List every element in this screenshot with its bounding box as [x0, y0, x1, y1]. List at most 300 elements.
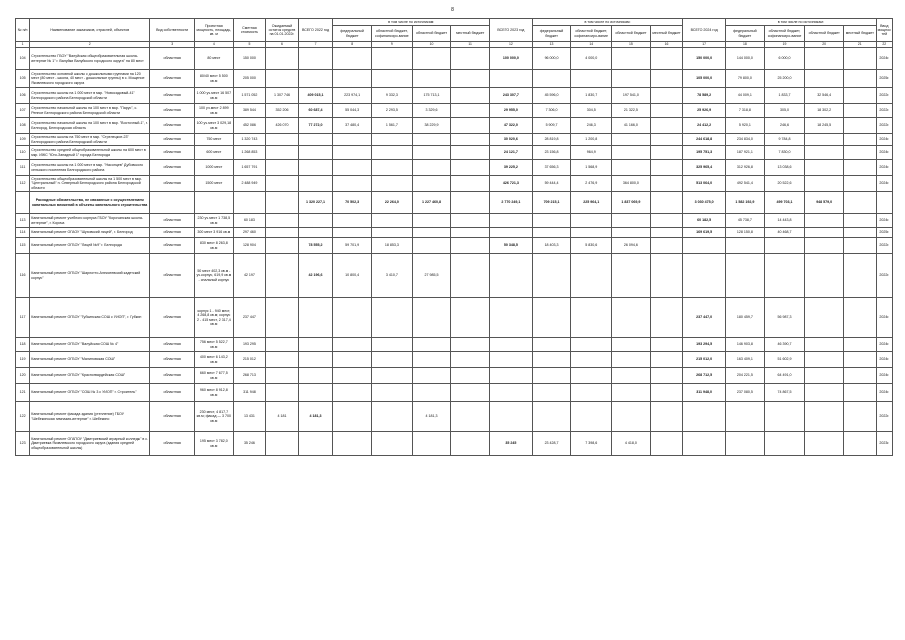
cell-r22 [412, 160, 451, 176]
section-cell-cap [195, 192, 234, 214]
table-row [16, 146, 893, 160]
cell-f24 [726, 432, 765, 456]
cell-r22 [412, 338, 451, 352]
cell-rc22 [372, 146, 413, 160]
cell-rc24: 7 830,0 [764, 146, 805, 160]
cell-r22 [412, 214, 451, 228]
cell-est: 128 904 [233, 238, 266, 254]
section-cell-r23: 1 837 069,9 [612, 192, 651, 214]
cell-t22 [298, 70, 333, 88]
cell-l24 [844, 338, 877, 352]
cell-est: 297 460 [233, 228, 266, 238]
cell-year: 2025г. [876, 228, 892, 238]
cell-l23 [650, 432, 683, 456]
cell-t23 [490, 254, 533, 298]
cell-exp [266, 160, 299, 176]
cell-exp [266, 432, 299, 456]
column-number: 4 [195, 42, 234, 48]
cell-r23 [612, 352, 651, 368]
header-local: местный бюджет [451, 26, 490, 42]
cell-year: 2022г. [876, 238, 892, 254]
cell-f24: 492 541,4 [726, 176, 765, 192]
cell-t24: 244 618,8 [683, 134, 726, 146]
cell-f22 [333, 402, 372, 432]
cell-rc23: 1 200,8 [571, 134, 612, 146]
cell-t23 [490, 338, 533, 352]
cell-own: областная [150, 146, 195, 160]
cell-l22 [451, 70, 490, 88]
cell-no: 112 [16, 176, 30, 192]
cell-l22 [451, 402, 490, 432]
table-row [16, 88, 893, 104]
cell-t22: 409 015,1 [298, 88, 333, 104]
cell-rc22 [372, 70, 413, 88]
cell-year: 2024г. [876, 134, 892, 146]
cell-rc22 [372, 176, 413, 192]
cell-own: областная [150, 104, 195, 118]
cell-t24: 325 965,4 [683, 160, 726, 176]
cell-exp [266, 134, 299, 146]
cell-rc23 [571, 338, 612, 352]
cell-exp [266, 254, 299, 298]
cell-t23: 35 245 [490, 432, 533, 456]
cell-l24 [844, 118, 877, 134]
section-row [16, 192, 893, 214]
cell-r24 [805, 160, 844, 176]
cell-year: 2024г. [876, 368, 892, 384]
cell-rc24 [764, 238, 805, 254]
cell-name: Капитальный ремонт ОГБОУ "Красногвардейская СОШ" [30, 368, 150, 384]
cell-l23 [650, 104, 683, 118]
cell-r23 [612, 384, 651, 402]
cell-rc23 [571, 384, 612, 402]
cell-f23 [532, 384, 571, 402]
cell-no: 108 [16, 118, 30, 134]
cell-rc24: 46 390,7 [764, 338, 805, 352]
section-cell-rc24: 499 703,1 [764, 192, 805, 214]
cell-l23 [650, 88, 683, 104]
cell-rc24: 14 443,8 [764, 214, 805, 228]
cell-rc24: 25 200,0 [764, 70, 805, 88]
cell-l23 [650, 352, 683, 368]
cell-r23: 41 166,0 [612, 118, 651, 134]
cell-year: 2024г. [876, 298, 892, 338]
cell-r23: 364 800,0 [612, 176, 651, 192]
cell-r22: 3 329,6 [412, 104, 451, 118]
cell-f24: 204 221,5 [726, 368, 765, 384]
cell-r24 [805, 254, 844, 298]
cell-year: 2024г. [876, 146, 892, 160]
cell-f22 [333, 70, 372, 88]
cell-est: 389 544 [233, 104, 266, 118]
cell-t22 [298, 368, 333, 384]
section-cell-year [876, 192, 892, 214]
cell-rc24: 9 784,8 [764, 134, 805, 146]
cell-f24: 44 009,1 [726, 88, 765, 104]
cell-rc24: 40 468,7 [764, 228, 805, 238]
cell-year: 2024г. [876, 48, 892, 70]
cell-t22: 4 181,3 [298, 402, 333, 432]
cell-f23 [532, 254, 571, 298]
cell-t23 [490, 214, 533, 228]
cell-t22 [298, 214, 333, 228]
cell-r23 [612, 298, 651, 338]
cell-rc24: 1 833,7 [764, 88, 805, 104]
cell-est: 205 000 [233, 70, 266, 88]
cell-exp: 4 181 [266, 402, 299, 432]
cell-r23 [612, 368, 651, 384]
cell-t23 [490, 402, 533, 432]
cell-f22 [333, 176, 372, 192]
column-number: 12 [490, 42, 533, 48]
cell-t24 [683, 238, 726, 254]
cell-t24: 25 926,9 [683, 104, 726, 118]
cell-r24 [805, 402, 844, 432]
cell-no: 105 [16, 70, 30, 88]
cell-rc22 [372, 298, 413, 338]
cell-l23 [650, 298, 683, 338]
cell-rc23: 1 568,9 [571, 160, 612, 176]
cell-no: 107 [16, 104, 30, 118]
cell-own: областная [150, 176, 195, 192]
header-sources-2024: в том числе по источникам: [726, 19, 877, 26]
cell-r23 [612, 70, 651, 88]
cell-no: 110 [16, 146, 30, 160]
cell-f24 [726, 254, 765, 298]
column-number: 8 [333, 42, 372, 48]
cell-l23 [650, 238, 683, 254]
cell-r23 [612, 134, 651, 146]
header-regional-cofin: областной бюджет, софинансиро-вание [372, 26, 413, 42]
investment-table [15, 18, 893, 456]
cell-f23 [532, 352, 571, 368]
header-ownership: Вид собственности [150, 19, 195, 42]
cell-l24 [844, 134, 877, 146]
column-number: 22 [876, 42, 892, 48]
cell-r22 [412, 70, 451, 88]
section-cell-own [150, 192, 195, 214]
cell-rc23 [571, 254, 612, 298]
cell-f23: 28 819,8 [532, 134, 571, 146]
cell-est: 13 431 [233, 402, 266, 432]
cell-own: областная [150, 368, 195, 384]
cell-l23 [650, 402, 683, 432]
cell-l22 [451, 298, 490, 338]
cell-rc23 [571, 298, 612, 338]
cell-rc24 [764, 432, 805, 456]
cell-rc22 [372, 384, 413, 402]
table-row [16, 352, 893, 368]
column-number: 14 [571, 42, 612, 48]
cell-no: 111 [16, 160, 30, 176]
table-row [16, 432, 893, 456]
cell-year: 2023г. [876, 432, 892, 456]
column-number: 11 [451, 42, 490, 48]
cell-rc24: 305,0 [764, 104, 805, 118]
section-cell-t22: 1 320 227,1 [298, 192, 333, 214]
cell-own: областная [150, 118, 195, 134]
cell-rc22 [372, 160, 413, 176]
cell-f24: 7 318,8 [726, 104, 765, 118]
cell-t22 [298, 134, 333, 146]
cell-t22: 60 687,4 [298, 104, 333, 118]
cell-own: областная [150, 432, 195, 456]
cell-l22 [451, 146, 490, 160]
cell-r23: 21 322,5 [612, 104, 651, 118]
cell-r24 [805, 176, 844, 192]
cell-no: 122 [16, 402, 30, 432]
column-number: 5 [233, 42, 266, 48]
cell-est: 1 571 052 [233, 88, 266, 104]
cell-rc24 [764, 402, 805, 432]
cell-name: Капитальный ремонт фасада здания (утепление) ГБОУ "Шебекинская гимназия-интернат" г. Шебекино [30, 402, 150, 432]
section-cell-t23: 2 770 249,1 [490, 192, 533, 214]
cell-t23: 50 348,5 [490, 238, 533, 254]
cell-name: Строительство основной школы с дошкольными группами на 120 мест (80 мест - школа, 40 мест - дошкольные группы) в с. Мощеное Яковлевского городского округа [30, 70, 150, 88]
cell-l22 [451, 176, 490, 192]
cell-f22 [333, 352, 372, 368]
section-cell-r22: 1 227 460,8 [412, 192, 451, 214]
cell-cap: 230 уч.мест 1 738,5 кв.м [195, 214, 234, 228]
section-cell-no [16, 192, 30, 214]
table-row [16, 176, 893, 192]
cell-cap: 660 мест 7 677,5 кв.м [195, 368, 234, 384]
page-number: 8 [451, 7, 454, 13]
cell-l24 [844, 48, 877, 70]
cell-year: 2022г. [876, 402, 892, 432]
cell-rc24: 64 491,0 [764, 368, 805, 384]
cell-l23 [650, 338, 683, 352]
cell-f24: 187 921,1 [726, 146, 765, 160]
cell-t22: 77 272,0 [298, 118, 333, 134]
cell-name: Строительство ГБОУ "Валуйская общеобразовательная школа-интернат № 1" г. Валуйки Валуйского городского округа" на 80 мест [30, 48, 150, 70]
column-number: 10 [412, 42, 451, 48]
cell-r24 [805, 48, 844, 70]
cell-l22 [451, 238, 490, 254]
cell-t24: 513 064,0 [683, 176, 726, 192]
cell-cap: 1500 мест [195, 176, 234, 192]
cell-f22 [333, 146, 372, 160]
cell-t23 [490, 70, 533, 88]
cell-rc22 [372, 368, 413, 384]
cell-cap: 1 000 уч.мест 16 507 кв.м [195, 88, 234, 104]
cell-f23 [532, 228, 571, 238]
cell-t23 [490, 352, 533, 368]
section-cell-f23: 709 215,1 [532, 192, 571, 214]
cell-f23 [532, 214, 571, 228]
cell-l23 [650, 384, 683, 402]
cell-own: областная [150, 298, 195, 338]
cell-t22 [298, 384, 333, 402]
table-row [16, 368, 893, 384]
column-number: 13 [532, 42, 571, 48]
cell-f24: 144 000,0 [726, 48, 765, 70]
cell-est: 150 000 [233, 48, 266, 70]
cell-l22 [451, 48, 490, 70]
cell-no: 117 [16, 298, 30, 338]
cell-name: Капитальный ремонт ОГБОУ "СОШ № 3 с УИОП" г. Строитель" [30, 384, 150, 402]
cell-est: 1 320 743 [233, 134, 266, 146]
table-row [16, 134, 893, 146]
cell-t23: 100 000,0 [490, 48, 533, 70]
cell-r23 [612, 254, 651, 298]
cell-year: 2024г. [876, 160, 892, 176]
cell-t24 [683, 432, 726, 456]
cell-year: 2022г. [876, 104, 892, 118]
cell-f24: 45 738,7 [726, 214, 765, 228]
cell-name: Капитальный ремонт ОГБОУ "Лицей №9" г. Белгорода [30, 238, 150, 254]
column-number: 6 [266, 42, 299, 48]
cell-year: 2025г. [876, 70, 892, 88]
cell-t22 [298, 160, 333, 176]
header-no: № п/п [16, 19, 30, 42]
cell-l24 [844, 146, 877, 160]
cell-r24 [805, 432, 844, 456]
table-row [16, 160, 893, 176]
cell-cap: 300 мест 3 916 кв.м [195, 228, 234, 238]
cell-f22 [333, 298, 372, 338]
cell-rc24: 13 038,6 [764, 160, 805, 176]
cell-own: областная [150, 402, 195, 432]
cell-rc23 [571, 402, 612, 432]
cell-rc23 [571, 368, 612, 384]
cell-r24 [805, 384, 844, 402]
cell-no: 118 [16, 338, 30, 352]
cell-f22 [333, 160, 372, 176]
cell-exp [266, 298, 299, 338]
cell-l23 [650, 134, 683, 146]
cell-no: 114 [16, 228, 30, 238]
cell-exp [266, 146, 299, 160]
cell-f22 [333, 214, 372, 228]
cell-l22 [451, 134, 490, 146]
header-sources-2023: в том числе по источникам: [532, 19, 683, 26]
column-number: 7 [298, 42, 333, 48]
cell-t23 [490, 368, 533, 384]
section-cell-f24: 1 582 192,9 [726, 192, 765, 214]
cell-own: областная [150, 70, 195, 88]
cell-rc23: 246,3 [571, 118, 612, 134]
cell-l24 [844, 384, 877, 402]
cell-r23 [612, 160, 651, 176]
table-row [16, 402, 893, 432]
cell-no: 123 [16, 432, 30, 456]
cell-l23 [650, 214, 683, 228]
cell-f24: 237 080,5 [726, 384, 765, 402]
cell-f24: 79 800,0 [726, 70, 765, 88]
cell-t23 [490, 298, 533, 338]
cell-f22: 59 701,9 [333, 238, 372, 254]
cell-rc22 [372, 228, 413, 238]
header-sources-2022: в том числе по источникам: [333, 19, 490, 26]
cell-name: Строительство общеобразовательной школы на 1 500 мест в мкр. "Центральный" п. Северный Белгородского района Белгородской области [30, 176, 150, 192]
cell-l22 [451, 104, 490, 118]
column-number: 2 [30, 42, 150, 48]
cell-cap: корпус 1 - 940 мест, 4 268,8 кв.м; корпус 2 - 415 мест, 2 317,4 кв.м [195, 298, 234, 338]
header-total-2022: ВСЕГО 2022 год [298, 19, 333, 42]
cell-rc22 [372, 134, 413, 146]
cell-no: 119 [16, 352, 30, 368]
table-row [16, 70, 893, 88]
cell-t24: 268 712,5 [683, 368, 726, 384]
cell-year: 2024г. [876, 338, 892, 352]
cell-name: Строительство средней общеобразовательной школы на 600 мест в мкр. ИЖС "Юго-Западный 1" города Белгорода [30, 146, 150, 160]
section-cell-name: Расходные обязательства, не связанные с осуществлением капитальных вложений в объекты капитального строительства [30, 192, 150, 214]
cell-rc23 [571, 352, 612, 368]
cell-l23 [650, 368, 683, 384]
cell-r22 [412, 432, 451, 456]
table-row [16, 254, 893, 298]
column-number: 17 [683, 42, 726, 48]
cell-est: 1 657 791 [233, 160, 266, 176]
cell-l24 [844, 214, 877, 228]
cell-r22: 4 181,3 [412, 402, 451, 432]
cell-own: областная [150, 352, 195, 368]
column-number: 3 [150, 42, 195, 48]
cell-est: 237 447 [233, 298, 266, 338]
cell-rc24: 246,6 [764, 118, 805, 134]
cell-est: 2 488 949 [233, 176, 266, 192]
cell-no: 115 [16, 238, 30, 254]
cell-t22: 42 196,6 [298, 254, 333, 298]
section-cell-est [233, 192, 266, 214]
cell-rc24: 51 602,9 [764, 352, 805, 368]
cell-l22 [451, 160, 490, 176]
cell-f24: 5 920,1 [726, 118, 765, 134]
cell-f24: 312 926,8 [726, 160, 765, 176]
table-row [16, 338, 893, 352]
cell-f23: 5 909,7 [532, 118, 571, 134]
cell-name: Строительство школы на 750 мест в мкр. "Стрелецкое-23" Белгородского района Белгородской области [30, 134, 150, 146]
cell-cap: 195 мест 3 782,0 кв.м [195, 432, 234, 456]
cell-l24 [844, 88, 877, 104]
cell-f23: 23 156,8 [532, 146, 571, 160]
cell-cap: 400 мест 6 143,2 кв.м [195, 352, 234, 368]
cell-f24: 163 409,1 [726, 352, 765, 368]
cell-f23: 45 596,0 [532, 88, 571, 104]
cell-rc24: 56 987,3 [764, 298, 805, 338]
cell-r24 [805, 338, 844, 352]
cell-r23: 26 094,6 [612, 238, 651, 254]
cell-l24 [844, 104, 877, 118]
section-cell-l22 [451, 192, 490, 214]
section-cell-rc23: 225 964,1 [571, 192, 612, 214]
cell-exp [266, 352, 299, 368]
cell-no: 120 [16, 368, 30, 384]
table-row [16, 118, 893, 134]
header-federal: федеральный бюджет [726, 26, 765, 42]
cell-t24 [683, 254, 726, 298]
cell-r22 [412, 238, 451, 254]
cell-name: Строительство школы на 1 000 мест в мкр. "Новосадовый-41" Белгородского района Белгородской области [30, 88, 150, 104]
cell-f23 [532, 402, 571, 432]
cell-t24: 24 412,2 [683, 118, 726, 134]
cell-l24 [844, 432, 877, 456]
cell-f22 [333, 384, 372, 402]
cell-no: 104 [16, 48, 30, 70]
cell-year: 2024г. [876, 352, 892, 368]
cell-f22: 10 800,4 [333, 254, 372, 298]
header-total-2023: ВСЕГО 2023 год [490, 19, 533, 42]
header-local: местный бюджет [844, 26, 877, 42]
cell-rc22: 3 410,7 [372, 254, 413, 298]
cell-est: 1 268 853 [233, 146, 266, 160]
cell-no: 121 [16, 384, 30, 402]
cell-own: областная [150, 134, 195, 146]
cell-rc23: 964,9 [571, 146, 612, 160]
cell-year: 2022г. [876, 254, 892, 298]
header-total-2024: ВСЕГО 2024 год [683, 19, 726, 42]
